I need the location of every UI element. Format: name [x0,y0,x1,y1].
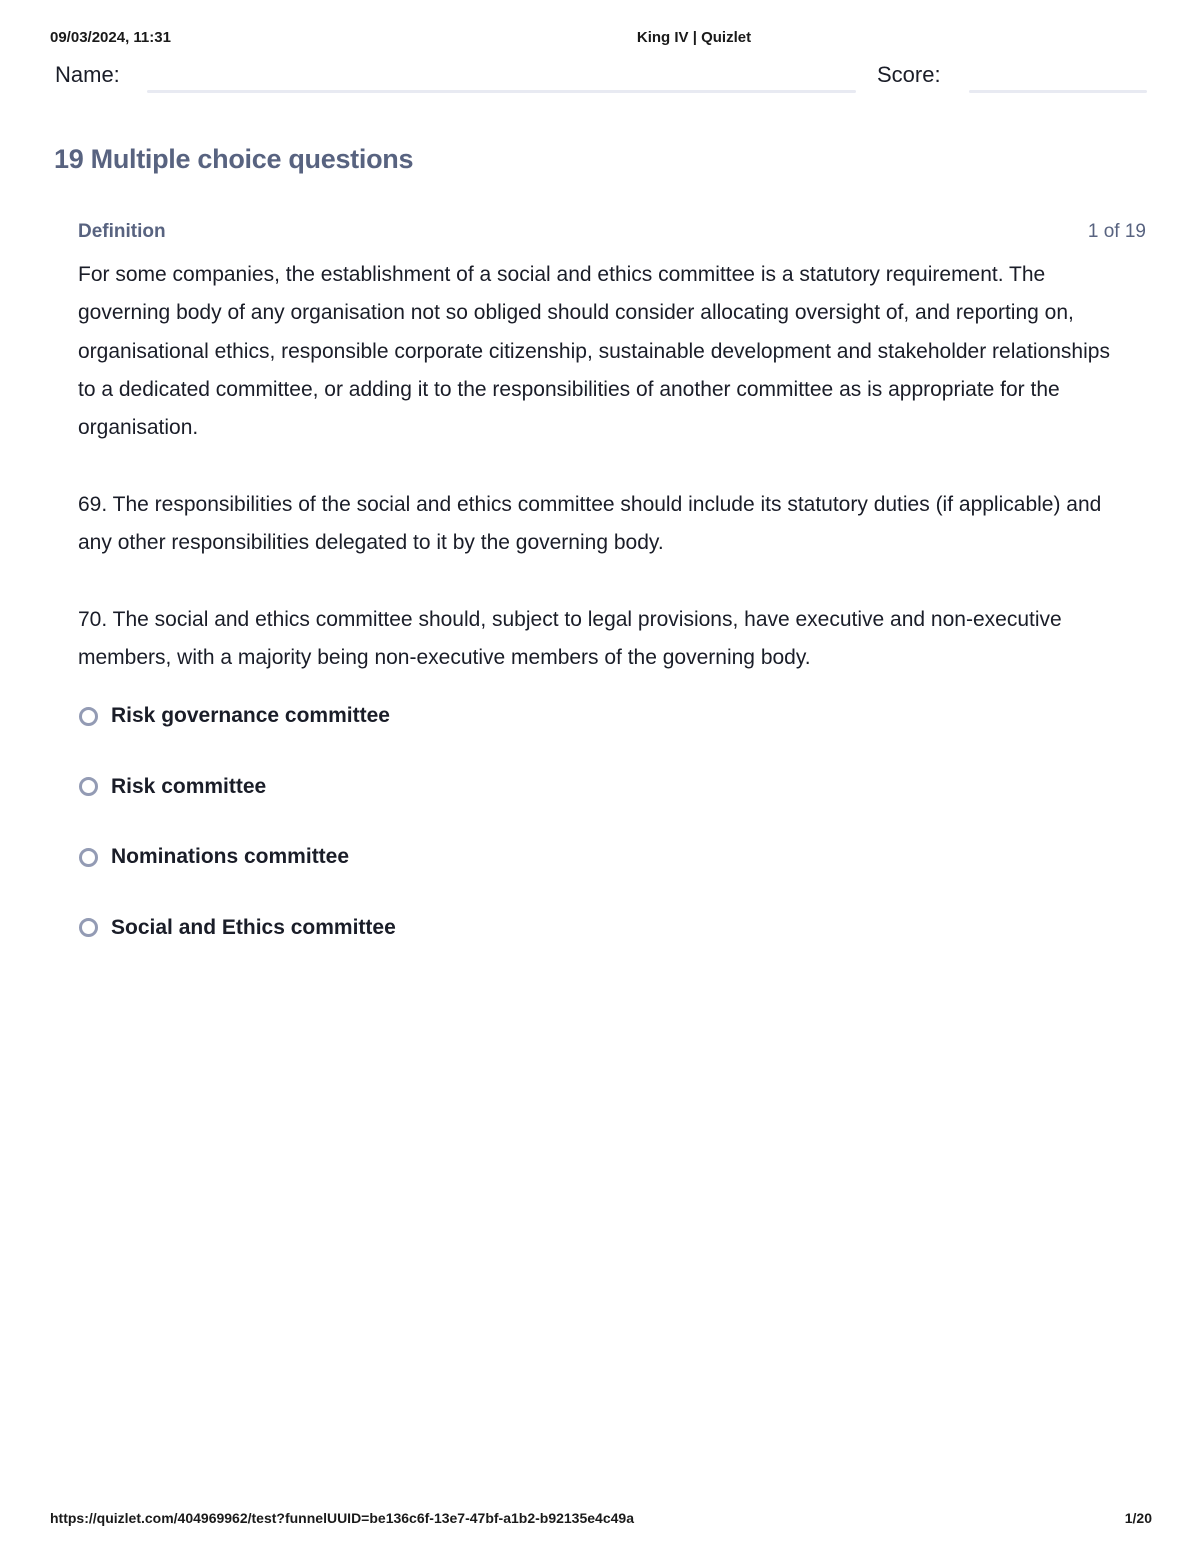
definition-text [78,256,1118,677]
radio-button-icon[interactable] [79,707,98,726]
name-label: Name: [55,62,120,87]
answer-option-label[interactable]: Social and Ethics committee [111,915,396,939]
answer-option[interactable] [78,912,396,944]
answer-option-label[interactable]: Risk committee [111,774,267,798]
answer-options [78,700,396,982]
question-type-label: Definition [78,221,166,242]
definition-paragraph: 70. The social and ethics committee should, subject to legal provisions, have executive and non-executive members, with a majority being non-executive members of the governing body. [78,607,1062,669]
section-title: 19 Multiple choice questions [54,144,414,174]
print-page-number: 1/20 [1124,1510,1152,1526]
radio-button-icon[interactable] [79,777,98,796]
answer-option-label[interactable]: Risk governance committee [111,704,390,727]
answer-option-label[interactable]: Nominations committee [111,845,350,868]
print-datetime: 09/03/2024, 11:31 [50,29,171,46]
print-footer-url: https://quizlet.com/404969962/test?funnelUUID=be136c6f-13e7-47bf-a1b2-b92135e4c49a [50,1510,634,1526]
definition-paragraph: 69. The responsibilities of the social and ethics committee should include its statutory duties (if applicable) and any other responsibilities delegated to it by the governing body. [78,492,1102,555]
answer-option[interactable] [78,841,396,873]
print-page-title: King IV | Quizlet [636,29,752,46]
score-label: Score: [877,62,941,87]
name-field[interactable] [147,90,856,93]
radio-button-icon[interactable] [79,848,98,867]
answer-option[interactable] [78,771,396,803]
radio-button-icon[interactable] [79,918,98,937]
answer-option[interactable] [78,700,396,732]
definition-paragraph: For some companies, the establishment of a social and ethics committee is a statutory requirement. The governing body of any organisation not so obliged should consider allocating oversight of, and reporting on, organisational ethics, responsible corporate citizenship, sustainable development and stakeholder relationships to a dedicated committee, or adding it to the responsibilities of another committee as is appropriate for the organisation. [78,263,1110,440]
score-field[interactable] [969,90,1147,93]
question-card-header [78,218,1146,248]
name-score-row [55,60,1146,96]
question-card [78,218,1146,716]
question-counter: 1 of 19 [1087,221,1146,242]
